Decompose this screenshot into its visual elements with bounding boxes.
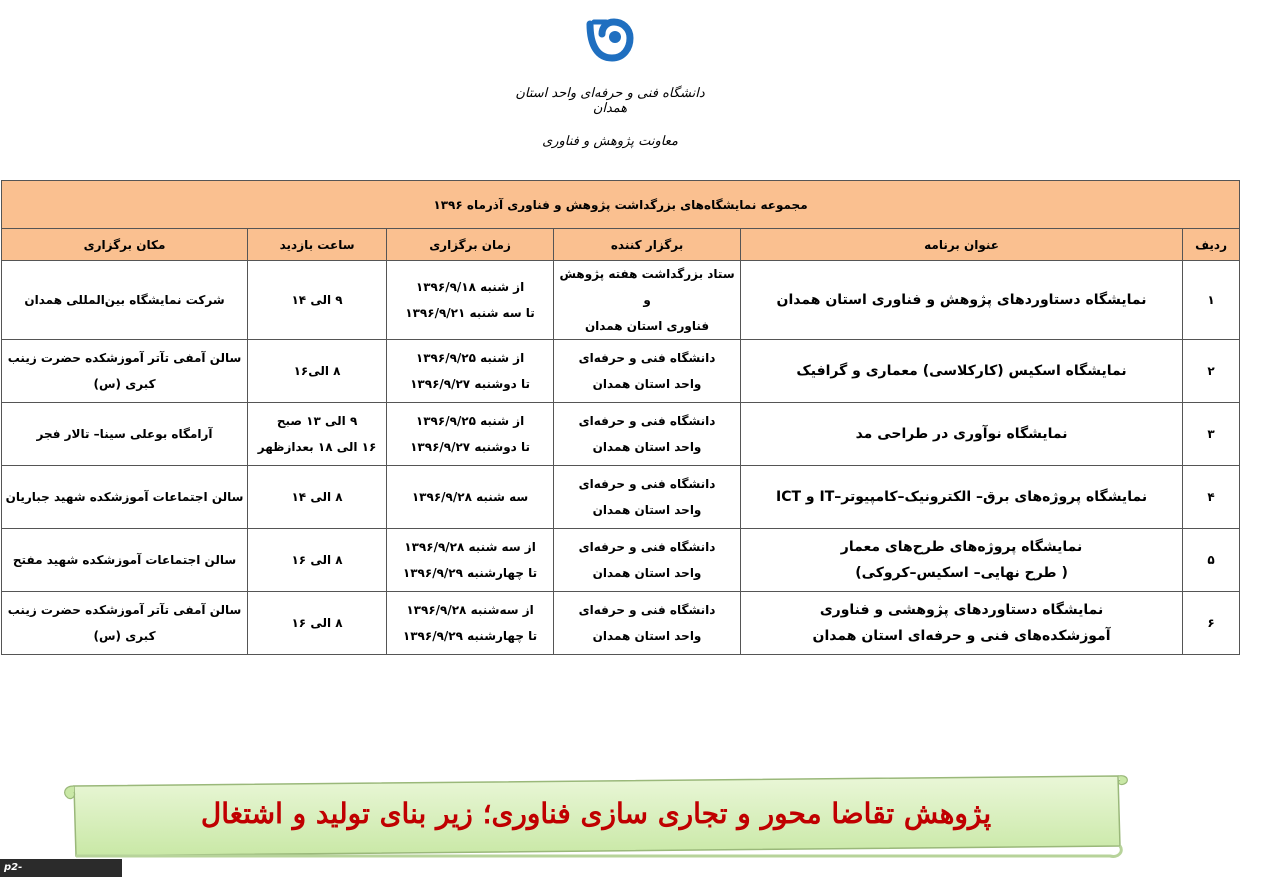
program-title-cell-line: ( طرح نهایی– اسکیس–کروکی) xyxy=(855,565,1068,581)
program-title-cell-line: نمایشگاه پروژه‌های برق– الکترونیک–کامپیوتر–IT و ICT xyxy=(776,489,1148,505)
program-title-cell xyxy=(741,261,1183,340)
venue-cell xyxy=(2,403,248,466)
row-number-cell: ۴ xyxy=(1183,466,1240,529)
date-cell-line: تا سه شنبه ۱۳۹۶/۹/۲۱ xyxy=(405,306,535,320)
date-cell xyxy=(387,592,554,655)
date-cell xyxy=(387,529,554,592)
venue-cell-line: سالن اجتماعات آموزشکده شهید جباریان xyxy=(5,490,244,504)
venue-cell-line: سالن آمفی تآتر آموزشکده حضرت زینب xyxy=(7,351,242,365)
table-row xyxy=(2,592,1240,655)
organizer-cell-line: دانشگاه فنی و حرفه‌ای xyxy=(578,603,716,617)
table-row xyxy=(2,403,1240,466)
visit-hours-cell-line: ۹ الی ۱۴ xyxy=(291,293,343,307)
visit-hours-cell xyxy=(248,592,387,655)
venue-cell-line: کبری (س) xyxy=(93,629,156,643)
date-cell xyxy=(387,466,554,529)
organizer-cell-line: واحد استان همدان xyxy=(592,566,702,580)
venue-cell-line: سالن آمفی تآتر آموزشکده حضرت زینب xyxy=(7,603,242,617)
university-logo-icon xyxy=(584,16,634,66)
program-title-cell-line: نمایشگاه اسکیس (کارکلاسی) معماری و گرافیک xyxy=(796,363,1127,379)
exhibitions-table xyxy=(1,180,1240,655)
organizer-cell xyxy=(554,466,741,529)
organizer-cell-line: واحد استان همدان xyxy=(592,629,702,643)
organizer-cell-line: واحد استان همدان xyxy=(592,503,702,517)
visit-hours-cell xyxy=(248,340,387,403)
table-row xyxy=(2,529,1240,592)
venue-cell xyxy=(2,529,248,592)
program-title-cell-line: آموزشکده‌های فنی و حرفه‌ای استان همدان xyxy=(812,628,1111,644)
visit-hours-cell-line: ۱۶ الی ۱۸ بعدازظهر xyxy=(257,440,377,454)
venue-cell-line: کبری (س) xyxy=(93,377,156,391)
department-name: معاونت پژوهش و فناوری xyxy=(542,134,678,149)
visit-hours-cell xyxy=(248,403,387,466)
visit-hours-cell xyxy=(248,529,387,592)
organizer-cell-line: دانشگاه فنی و حرفه‌ای xyxy=(578,414,716,428)
visit-hours-cell-line: ۸ الی ۱۶ xyxy=(291,616,343,630)
program-title-cell-line: نمایشگاه نوآوری در طراحی مد xyxy=(855,426,1068,442)
organizer-cell xyxy=(554,340,741,403)
column-header-program-title: عنوان برنامه xyxy=(741,229,1183,261)
visit-hours-cell-line: ۸ الی ۱۴ xyxy=(291,490,343,504)
venue-cell xyxy=(2,261,248,340)
row-number-cell: ۱ xyxy=(1183,261,1240,340)
date-cell-line: تا دوشنبه ۱۳۹۶/۹/۲۷ xyxy=(410,377,530,391)
date-cell-line: سه شنبه ۱۳۹۶/۹/۲۸ xyxy=(411,490,529,504)
date-cell xyxy=(387,403,554,466)
program-title-cell-line: نمایشگاه دستاوردهای پژوهش و فناوری استان همدان xyxy=(776,292,1147,308)
program-title-cell-line: نمایشگاه دستاوردهای پژوهشی و فناوری xyxy=(819,602,1104,618)
slogan-banner xyxy=(62,772,1130,860)
venue-cell-line: شرکت نمایشگاه بین‌المللی همدان xyxy=(24,293,225,307)
date-cell-line: از سه‌شنبه ۱۳۹۶/۹/۲۸ xyxy=(406,603,534,617)
organizer-cell-line: دانشگاه فنی و حرفه‌ای xyxy=(578,351,716,365)
table-row xyxy=(2,466,1240,529)
table-row xyxy=(2,340,1240,403)
date-cell xyxy=(387,261,554,340)
program-title-cell xyxy=(741,529,1183,592)
visit-hours-cell-line: ۹ الی ۱۳ صبح xyxy=(276,414,358,428)
date-cell-line: تا چهارشنبه ۱۳۹۶/۹/۲۹ xyxy=(402,566,538,580)
site-watermark: p2-hamedan.tvu.ac.ir xyxy=(0,859,122,877)
table-row xyxy=(2,261,1240,340)
date-cell-line: تا چهارشنبه ۱۳۹۶/۹/۲۹ xyxy=(402,629,538,643)
program-title-cell xyxy=(741,403,1183,466)
venue-cell xyxy=(2,592,248,655)
organizer-cell-line: فناوری استان همدان xyxy=(584,319,710,333)
column-header-venue: مکان برگزاری xyxy=(2,229,248,261)
row-number-cell: ۲ xyxy=(1183,340,1240,403)
document-header xyxy=(0,0,1280,180)
table-title: مجموعه نمایشگاه‌های بزرگداشت پژوهش و فناوری آذرماه ۱۳۹۶ xyxy=(2,181,1240,229)
program-title-cell xyxy=(741,340,1183,403)
slogan-text: پژوهش تقاضا محور و تجاری سازی فناوری؛ زیر بنای تولید و اشتغال xyxy=(200,797,992,830)
organizer-cell-line: واحد استان همدان xyxy=(592,440,702,454)
visit-hours-cell-line: ۸ الی۱۶ xyxy=(293,364,341,378)
date-cell-line: از شنبه ۱۳۹۶/۹/۲۵ xyxy=(415,351,525,365)
organizer-cell xyxy=(554,261,741,340)
organizer-cell-line: دانشگاه فنی و حرفه‌ای xyxy=(578,540,716,554)
venue-cell xyxy=(2,340,248,403)
date-cell-line: از شنبه ۱۳۹۶/۹/۲۵ xyxy=(415,414,525,428)
date-cell-line: از شنبه ۱۳۹۶/۹/۱۸ xyxy=(415,280,525,294)
row-number-cell: ۵ xyxy=(1183,529,1240,592)
date-cell-line: از سه شنبه ۱۳۹۶/۹/۲۸ xyxy=(404,540,536,554)
row-number-cell: ۶ xyxy=(1183,592,1240,655)
organizer-cell-line: دانشگاه فنی و حرفه‌ای xyxy=(578,477,716,491)
visit-hours-cell-line: ۸ الی ۱۶ xyxy=(291,553,343,567)
university-name: دانشگاه فنی و حرفه‌ای واحد استان همدان xyxy=(515,86,705,116)
date-cell-line: تا دوشنبه ۱۳۹۶/۹/۲۷ xyxy=(410,440,530,454)
program-title-cell xyxy=(741,466,1183,529)
organizer-cell-line: ستاد بزرگداشت هفته پژوهش و xyxy=(559,267,735,307)
visit-hours-cell xyxy=(248,261,387,340)
visit-hours-cell xyxy=(248,466,387,529)
program-title-cell-line: نمایشگاه پروژه‌های طرح‌های معمار xyxy=(840,539,1083,555)
column-header-organizer: برگزار کننده xyxy=(554,229,741,261)
date-cell xyxy=(387,340,554,403)
organizer-cell xyxy=(554,592,741,655)
organizer-cell xyxy=(554,403,741,466)
organizer-cell xyxy=(554,529,741,592)
row-number-cell: ۳ xyxy=(1183,403,1240,466)
column-header-row-number: ردیف xyxy=(1183,229,1240,261)
column-header-visit-hours: ساعت بازدید xyxy=(248,229,387,261)
program-title-cell xyxy=(741,592,1183,655)
venue-cell-line: سالن اجتماعات آموزشکده شهید مفتح xyxy=(12,553,237,567)
venue-cell xyxy=(2,466,248,529)
column-header-date: زمان برگزاری xyxy=(387,229,554,261)
venue-cell-line: آرامگاه بوعلی سینا– تالار فجر xyxy=(36,427,213,441)
organizer-cell-line: واحد استان همدان xyxy=(592,377,702,391)
